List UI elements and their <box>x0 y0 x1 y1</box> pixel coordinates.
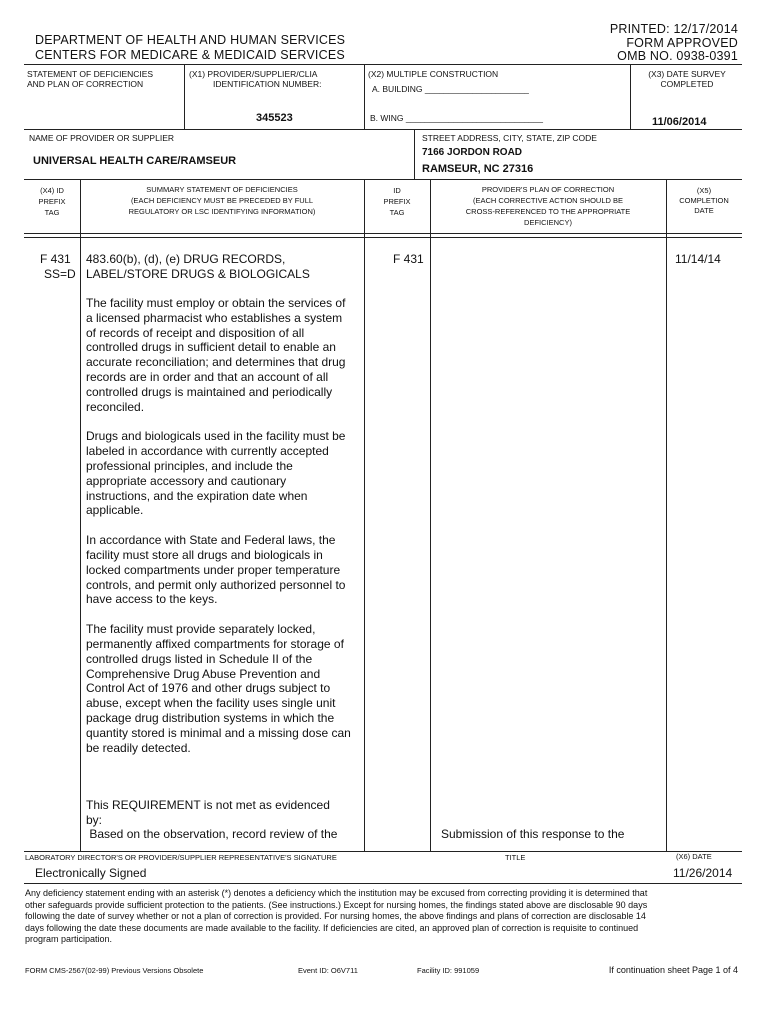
text-line: records are in order and that an account of all <box>86 369 329 384</box>
text-line: appropriate accessory and cautionary <box>86 473 287 488</box>
page-indicator: If continuation sheet Page 1 of 4 <box>608 965 738 975</box>
facility-id: Facility ID: 991059 <box>417 966 480 975</box>
grid-vline-3 <box>630 64 631 129</box>
x4-label-1: (X4) ID <box>40 186 64 195</box>
text-line: facility must store all drugs and biologicals in <box>86 547 323 562</box>
signature-label: LABORATORY DIRECTOR'S OR PROVIDER/SUPPLIER REPRESENTATIVE'S SIGNATURE <box>25 853 337 862</box>
paragraph-2 <box>86 429 366 518</box>
x3-value: 11/06/2014 <box>652 116 707 128</box>
text-line: controlled drugs in sufficient detail to enable an <box>86 340 336 355</box>
col-line-4 <box>666 179 667 851</box>
building-line: A. BUILDING ______________________ <box>372 84 529 94</box>
electronic-signature: Electronically Signed <box>35 866 147 880</box>
paragraph-3 <box>86 533 366 607</box>
grid-mid-line <box>24 129 742 130</box>
plan-label-4: DEFICIENCY) <box>524 218 572 227</box>
col-line-3 <box>430 179 431 851</box>
grid-column-header-bottom <box>24 233 742 234</box>
text-line: be readily detected. <box>86 740 191 755</box>
x1-value: 345523 <box>256 112 293 124</box>
street-address: 7166 JORDON ROAD <box>422 147 523 158</box>
plan-label-1: PROVIDER'S PLAN OF CORRECTION <box>481 185 615 194</box>
grid-top-line <box>24 64 742 65</box>
text-line: applicable. <box>86 503 144 518</box>
department-line-1: DEPARTMENT OF HEALTH AND HUMAN SERVICES <box>35 33 346 47</box>
requirement-line-1: This REQUIREMENT is not met as evidenced <box>86 798 330 812</box>
text-line: The facility must employ or obtain the services of <box>86 296 346 310</box>
paragraph-4 <box>86 622 366 755</box>
x1-label-1: (X1) PROVIDER/SUPPLIER/CLIA <box>189 69 318 79</box>
text-line: controlled drugs listed in Schedule II of the <box>86 651 313 666</box>
x6-date-label: (X6) DATE <box>676 852 712 861</box>
x5-label-2: COMPLETION <box>679 196 729 205</box>
disclaimer-line: Any deficiency statement ending with an asterisk (*) denotes a deficiency which the institution may be excused from correcting providing it is determined that <box>25 888 648 898</box>
col-line-1 <box>80 179 81 851</box>
plan-tag: F 431 <box>393 252 424 266</box>
deficiency-tag: F 431 <box>40 252 71 266</box>
disclaimer <box>25 888 647 946</box>
requirement-line-2: by: <box>86 813 103 827</box>
signature-date: 11/26/2014 <box>673 866 733 880</box>
text-line: accurate reconciliation; and determines that drug <box>86 355 346 370</box>
summary-label-1: SUMMARY STATEMENT OF DEFICIENCIES <box>146 185 298 194</box>
text-line: reconciled. <box>86 399 145 414</box>
id-label-2: PREFIX <box>383 197 411 206</box>
x3-label-1: (X3) DATE SURVEY <box>648 69 726 79</box>
grid-signature-bottom <box>24 883 742 884</box>
text-line: labeled in accordance with currently accepted <box>86 444 329 459</box>
grid-provider-bottom <box>24 179 742 180</box>
city-state-zip: RAMSEUR, NC 27316 <box>422 163 534 175</box>
summary-label-3: REGULATORY OR LSC IDENTIFYING INFORMATION) <box>128 207 316 216</box>
plan-label-3: CROSS-REFERENCED TO THE APPROPRIATE <box>465 207 631 216</box>
x4-label-3: TAG <box>44 208 60 217</box>
deficiency-title-2: LABEL/STORE DRUGS & BIOLOGICALS <box>86 267 310 281</box>
text-line: instructions, and the expiration date when <box>86 488 308 503</box>
grid-vline-1 <box>184 64 185 129</box>
x1-label-2: IDENTIFICATION NUMBER: <box>213 79 322 89</box>
statement-label-2: AND PLAN OF CORRECTION <box>27 79 144 89</box>
printed-date: PRINTED: 12/17/2014 <box>609 22 738 36</box>
text-line: abuse, except when the facility uses single unit <box>86 696 336 711</box>
paragraph-1 <box>86 296 366 414</box>
grid-vline-2 <box>364 64 365 129</box>
x5-label-3: DATE <box>694 206 714 215</box>
requirement-line-3: Based on the observation, record review of the <box>86 827 338 841</box>
id-label-3: TAG <box>389 208 405 217</box>
text-line: of records of receipt and disposition of all <box>86 325 305 340</box>
wing-line: B. WING _____________________________ <box>370 113 543 123</box>
scope-severity: SS=D <box>44 267 76 281</box>
disclaimer-line: program participation. <box>25 934 113 945</box>
address-label: STREET ADDRESS, CITY, STATE, ZIP CODE <box>422 133 597 143</box>
summary-label-2: (EACH DEFICIENCY MUST BE PRECEDED BY FULL <box>130 196 314 205</box>
text-line: In accordance with State and Federal laws, the <box>86 533 336 548</box>
text-line: permanently affixed compartments for storage of <box>86 636 344 651</box>
text-line: have access to the keys. <box>86 592 218 607</box>
text-line: The facility must provide separately locked, <box>86 622 316 637</box>
text-line: Comprehensive Drug Abuse Prevention and <box>86 666 321 681</box>
disclaimer-line: following the date of survey whether or not a plan of correction is provided. For nursing homes, the above findings and plans of correction are disclosable 14 <box>25 911 646 922</box>
title-label: TITLE <box>505 853 526 862</box>
disclaimer-line: days following the date these documents are made available to the facility. If deficiencies are cited, an approved plan of correction is requisite to continued <box>25 922 639 933</box>
provider-name-label: NAME OF PROVIDER OR SUPPLIER <box>29 133 174 143</box>
omb-number: OMB NO. 0938-0391 <box>617 49 738 63</box>
form-number: FORM CMS-2567(02-99) Previous Versions Obsolete <box>25 966 204 975</box>
text-line: Drugs and biologicals used in the facility must be <box>86 429 346 444</box>
text-line: Control Act of 1976 and other drugs subject to <box>86 681 331 696</box>
provider-name: UNIVERSAL HEALTH CARE/RAMSEUR <box>33 155 237 167</box>
text-line: controlled drugs is maintained and periodically <box>86 384 333 399</box>
text-line: package drug distribution systems in which the <box>86 710 335 725</box>
x3-label-2: COMPLETED <box>660 79 714 89</box>
text-line: locked compartments under proper temperature <box>86 562 341 577</box>
id-label-1: ID <box>393 186 401 195</box>
x4-label-2: PREFIX <box>38 197 66 206</box>
deficiency-text <box>86 296 366 770</box>
disclaimer-line: other safeguards provide sufficient protection to the patients. (See instructions.) Except for nursing homes, the findings stated above are disclosable 90 days <box>25 899 648 910</box>
grid-body-bottom <box>24 851 742 852</box>
text-line: quantity stored is minimal and a missing dose can <box>86 725 351 740</box>
deficiency-title-1: 483.60(b), (d), (e) DRUG RECORDS, <box>86 252 286 266</box>
x5-label-1: (X5) <box>696 186 712 195</box>
event-id: Event ID: O6V711 <box>298 966 358 975</box>
department-line-2: CENTERS FOR MEDICARE & MEDICAID SERVICES <box>35 48 345 62</box>
completion-date: 11/14/14 <box>675 252 721 266</box>
text-line: controls, and permit only authorized personnel to <box>86 577 346 592</box>
text-line: professional principles, and include the <box>86 458 293 473</box>
text-line: a licensed pharmacist who establishes a system <box>86 310 343 325</box>
statement-label-1: STATEMENT OF DEFICIENCIES <box>27 69 154 79</box>
plan-label-2: (EACH CORRECTIVE ACTION SHOULD BE <box>472 196 624 205</box>
x2-label: (X2) MULTIPLE CONSTRUCTION <box>368 69 499 79</box>
grid-vline-4 <box>414 129 415 179</box>
form-approved: FORM APPROVED <box>626 36 738 50</box>
plan-submission-text: Submission of this response to the <box>441 827 625 841</box>
grid-column-header-bottom-2 <box>24 237 742 238</box>
